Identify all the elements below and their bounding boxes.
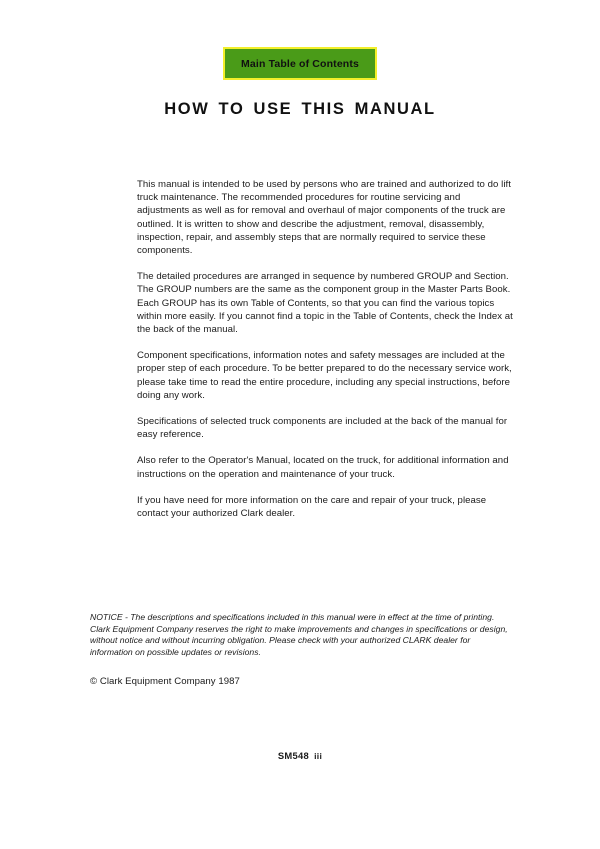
body-paragraph: The detailed procedures are arranged in sequence by numbered GROUP and Section. The GROUP numbers are the same as the component group in the Master Parts Book. Each GROUP has its own Table of Contents, so that you can find the various topics within more easily. If you cannot find a topic in the Table of Contents, check the Index at the back of the manual. xyxy=(137,271,513,336)
body-paragraph: Specifications of selected truck components are included at the back of the manual for easy reference. xyxy=(137,416,508,441)
main-table-of-contents-button[interactable] xyxy=(223,47,377,80)
footer-page-number: iii xyxy=(314,751,323,761)
copyright-notice: © Clark Equipment Company 1987 xyxy=(90,676,240,687)
notice-text: NOTICE - The descriptions and specifications included in this manual were in effect at the time of printing. Clark Equipment Company reserves the right to make improvements and changes in specifications or design, without notice and without incurring obligation. Please check with your authorized CLARK dealer for information on possible updates or revisions. xyxy=(90,612,508,657)
body-paragraph: Component specifications, information notes and safety messages are included at the proper step of each procedure. To be better prepared to do the necessary service work, please take time to read the entire procedure, including any special instructions, before doing any work. xyxy=(137,350,512,401)
footer-document-code: SM548 xyxy=(277,750,310,761)
body-paragraph: Also refer to the Operator's Manual, located on the truck, for additional information and instructions on the operation and maintenance of your truck. xyxy=(137,455,509,480)
toc-button-container xyxy=(0,47,600,80)
notice-block xyxy=(90,612,512,658)
toc-button-label: Main Table of Contents xyxy=(240,58,360,70)
body-copy xyxy=(137,178,513,520)
body-paragraph: If you have need for more information on the care and repair of your truck, please contact your authorized Clark dealer. xyxy=(137,494,487,520)
body-paragraph: This manual is intended to be used by persons who are trained and authorized to do lift truck maintenance. The recommended procedures for routine servicing and adjustments as well as for removal and overhaul of major components of the truck are outlined. It is written to show and describe the adjustment, removal, disassembly, inspection, repair, and assembly steps that are normally required to service these components. xyxy=(137,179,511,257)
page-title: HOW TO USE THIS MANUAL xyxy=(164,100,436,118)
page-footer xyxy=(0,750,600,761)
